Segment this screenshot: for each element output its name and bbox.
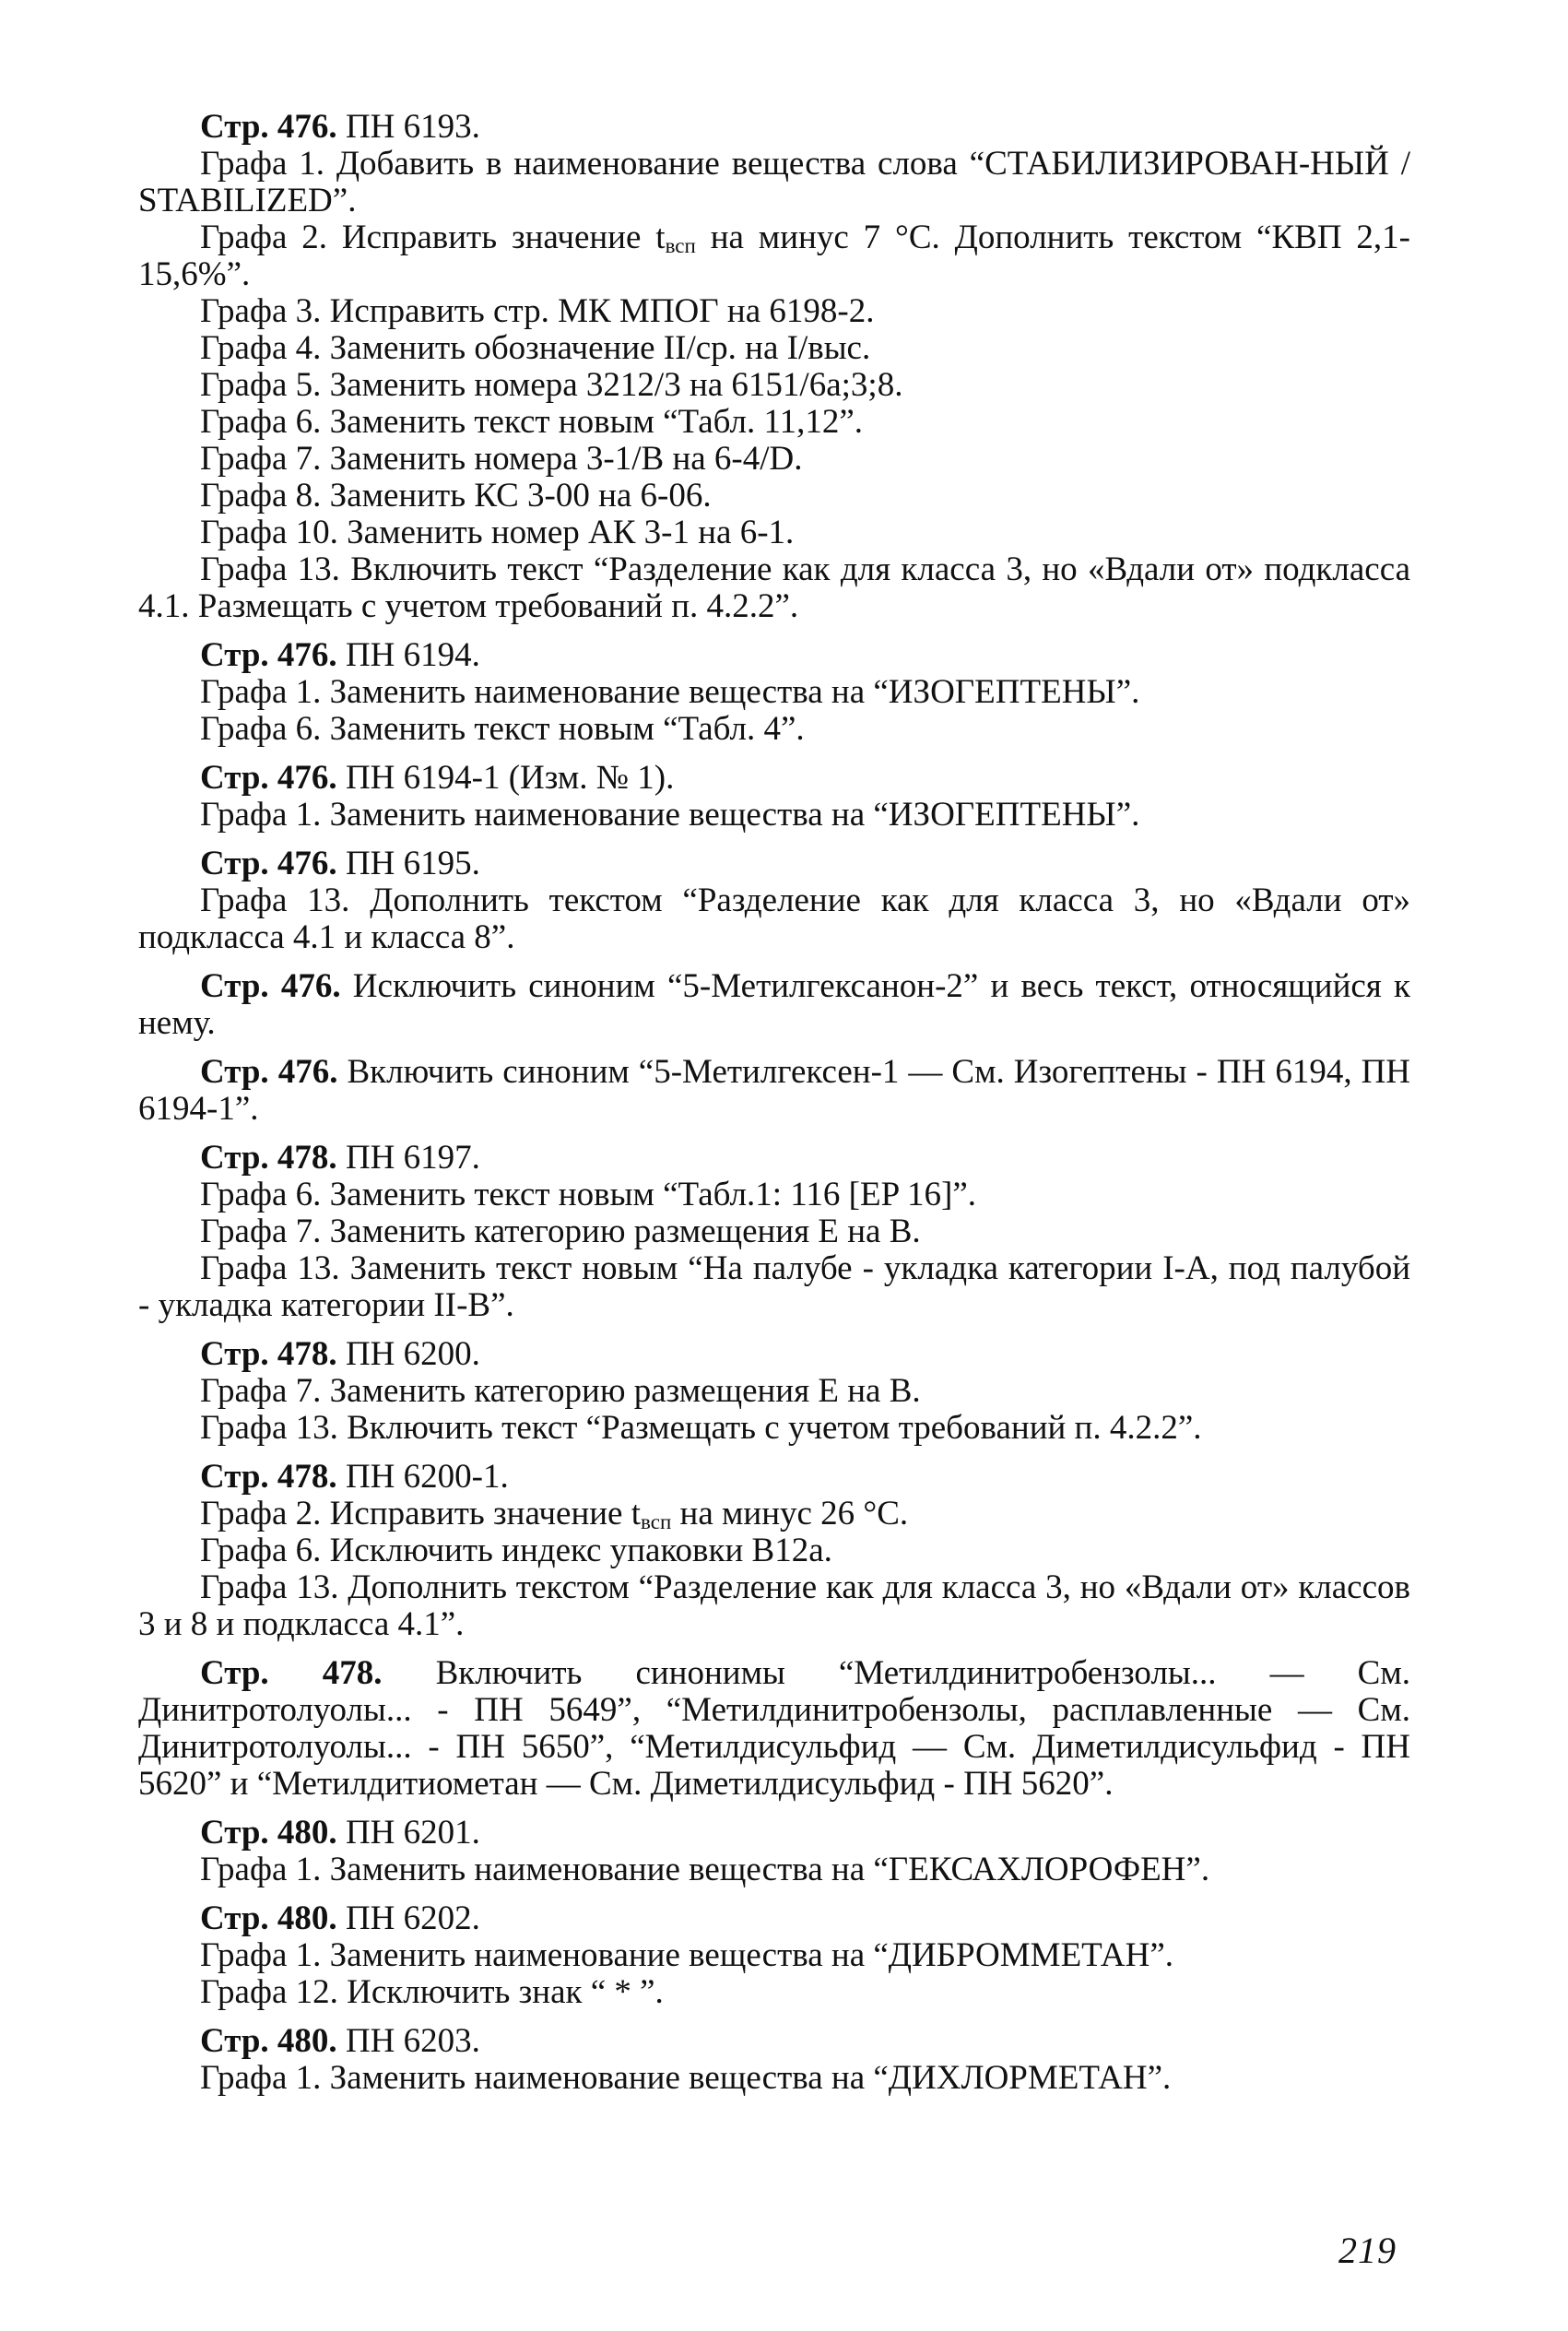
entry-block xyxy=(138,1140,1410,1324)
entry-heading xyxy=(138,1140,1410,1177)
entry-heading-text: ПН 6193. xyxy=(336,108,480,146)
entry-heading xyxy=(138,1054,1410,1128)
column-instruction: Графа 13. Включить текст “Размещать с учетом требований п. 4.2.2”. xyxy=(200,1409,1202,1447)
page-ref: Стр. 476. xyxy=(200,759,337,797)
page-ref: Стр. 478. xyxy=(200,1335,337,1373)
entry-heading-text: ПН 6194. xyxy=(336,636,480,674)
column-instruction: Графа 5. Заменить номера 3212/3 на 6151/6а;3;8. xyxy=(200,366,903,404)
column-instruction: Графа 8. Заменить КС 3-00 на 6-06. xyxy=(200,477,712,515)
entry-heading-text: Включить синоним “5-Метилгексен-1 — См. Изогептены - ПН 6194, ПН 6194-1”. xyxy=(138,1053,1411,1128)
entry-heading-text: Исключить синоним “5-Метилгексанон-2” и весь текст, относящийся к нему. xyxy=(138,967,1410,1042)
entry-block xyxy=(138,968,1410,1042)
page-ref: Стр. 480. xyxy=(200,1814,337,1852)
column-instruction: Графа 13. Включить текст “Разделение как для класса 3, но «Вдали от» подкласса 4.1. Размещать с учетом требований п. 4.2.2”. xyxy=(138,550,1410,625)
entry-block xyxy=(138,2023,1410,2097)
entry-block xyxy=(138,1655,1410,1803)
instruction-text: Графа 2. Исправить значение t xyxy=(200,1495,642,1532)
column-instruction: Графа 3. Исправить стр. МК МПОГ на 6198-2. xyxy=(200,292,875,330)
entry-heading-text: ПН 6200-1. xyxy=(336,1458,509,1496)
page-ref: Стр. 476. xyxy=(200,845,337,882)
entry-heading-text: ПН 6195. xyxy=(336,845,480,882)
column-instruction: Графа 7. Заменить категорию размещения Е на В. xyxy=(200,1372,921,1410)
entry-heading xyxy=(138,1900,1410,1937)
column-instruction: Графа 4. Заменить обозначение II/ср. на I/выс. xyxy=(200,329,871,367)
column-instruction: Графа 13. Дополнить текстом “Разделение как для класса 3, но «Вдали от» подкласса 4.1 и класса 8”. xyxy=(138,882,1410,956)
instruction-text: на минус 26 °С. xyxy=(671,1495,909,1532)
entry-heading-text: ПН 6200. xyxy=(336,1335,480,1373)
entry-block xyxy=(138,846,1410,956)
page-ref: Стр. 480. xyxy=(200,2022,337,2060)
entry-block xyxy=(138,109,1410,625)
entry-heading-text: ПН 6203. xyxy=(336,2022,480,2060)
column-instruction: Графа 1. Заменить наименование вещества на “ГЕКСАХЛОРОФЕН”. xyxy=(200,1851,1210,1888)
entry-heading xyxy=(138,760,1410,797)
entry-heading-text: ПН 6202. xyxy=(336,1899,480,1937)
column-instruction: Графа 13. Дополнить текстом “Разделение как для класса 3, но «Вдали от» классов 3 и 8 и подкласса 4.1”. xyxy=(138,1568,1410,1643)
column-instruction: Графа 1. Заменить наименование вещества на “ИЗОГЕПТЕНЫ”. xyxy=(200,673,1140,711)
page-ref: Стр. 480. xyxy=(200,1899,337,1937)
page-ref: Стр. 478. xyxy=(200,1139,337,1177)
entry-block xyxy=(138,1054,1410,1128)
entry-heading-text: Включить синонимы “Метилдинитробензолы... — См. Динитротолуолы... - ПН 5649”, “Метилдинитробензолы, расплавленные — См. Динитротолуолы... - ПН 5650”, “Метилдисульфид — См. Диметилдисульфид - ПН 5620” и “Метилдитиометан — См. Диметилдисульфид - ПН 5620”. xyxy=(138,1654,1410,1803)
page-ref: Стр. 478. xyxy=(200,1654,383,1692)
column-instruction: Графа 6. Заменить текст новым “Табл. 11,12”. xyxy=(200,403,864,441)
entry-block xyxy=(138,1336,1410,1447)
page-ref: Стр. 476. xyxy=(200,108,337,146)
entry-heading-text: ПН 6197. xyxy=(336,1139,480,1177)
entry-heading-text: ПН 6194-1 (Изм. № 1). xyxy=(336,759,675,797)
entry-heading xyxy=(138,846,1410,882)
page-ref: Стр. 476. xyxy=(200,967,341,1005)
instruction-text: Графа 2. Исправить значение t xyxy=(200,219,666,256)
entry-heading-text: ПН 6201. xyxy=(336,1814,480,1852)
entry-heading xyxy=(138,2023,1410,2060)
instruction-text: на минус 7 °С. Дополнить текстом “КВП 2,1-15,6%”. xyxy=(138,219,1410,293)
subscript: всп xyxy=(665,234,696,257)
column-instruction: Графа 6. Заменить текст новым “Табл. 4”. xyxy=(200,710,805,748)
entry-block xyxy=(138,760,1410,834)
column-instruction: Графа 6. Исключить индекс упаковки В12а. xyxy=(200,1532,832,1569)
entry-block xyxy=(138,637,1410,748)
column-instruction: Графа 1. Заменить наименование вещества на “ДИБРОММЕТАН”. xyxy=(200,1936,1174,1974)
document-body xyxy=(138,109,1410,2109)
column-instruction: Графа 12. Исключить знак “ * ”. xyxy=(200,1973,664,2011)
entry-block xyxy=(138,1459,1410,1643)
page-ref: Стр. 478. xyxy=(200,1458,337,1496)
entry-block xyxy=(138,1815,1410,1888)
column-instruction: Графа 10. Заменить номер АК 3-1 на 6-1. xyxy=(200,514,795,551)
column-instruction: Графа 1. Добавить в наименование вещества слова “СТАБИЛИЗИРОВАН-НЫЙ / STABILIZED”. xyxy=(138,145,1410,219)
page-ref: Стр. 476. xyxy=(200,636,337,674)
column-instruction xyxy=(138,1496,1410,1532)
entry-block xyxy=(138,1900,1410,2011)
column-instruction: Графа 6. Заменить текст новым “Табл.1: 116 [EP 16]”. xyxy=(200,1176,977,1213)
entry-heading xyxy=(138,968,1410,1042)
entry-heading xyxy=(138,1459,1410,1496)
column-instruction: Графа 1. Заменить наименование вещества на “ИЗОГЕПТЕНЫ”. xyxy=(200,796,1140,834)
entry-heading xyxy=(138,1655,1410,1803)
entry-heading xyxy=(138,1336,1410,1373)
entry-heading xyxy=(138,637,1410,674)
column-instruction: Графа 7. Заменить категорию размещения Е на В. xyxy=(200,1213,921,1250)
column-instruction: Графа 7. Заменить номера 3-1/В на 6-4/D. xyxy=(200,440,803,478)
column-instruction xyxy=(138,219,1410,293)
column-instruction: Графа 13. Заменить текст новым “На палубе - укладка категории I-А, под палубой - укладка категории II-В”. xyxy=(138,1249,1410,1324)
column-instruction: Графа 1. Заменить наименование вещества на “ДИХЛОРМЕТАН”. xyxy=(200,2059,1172,2097)
subscript: всп xyxy=(641,1510,672,1533)
page-ref: Стр. 476. xyxy=(200,1053,338,1091)
page-number: 219 xyxy=(1338,2230,1397,2271)
entry-heading xyxy=(138,109,1410,146)
entry-heading xyxy=(138,1815,1410,1852)
